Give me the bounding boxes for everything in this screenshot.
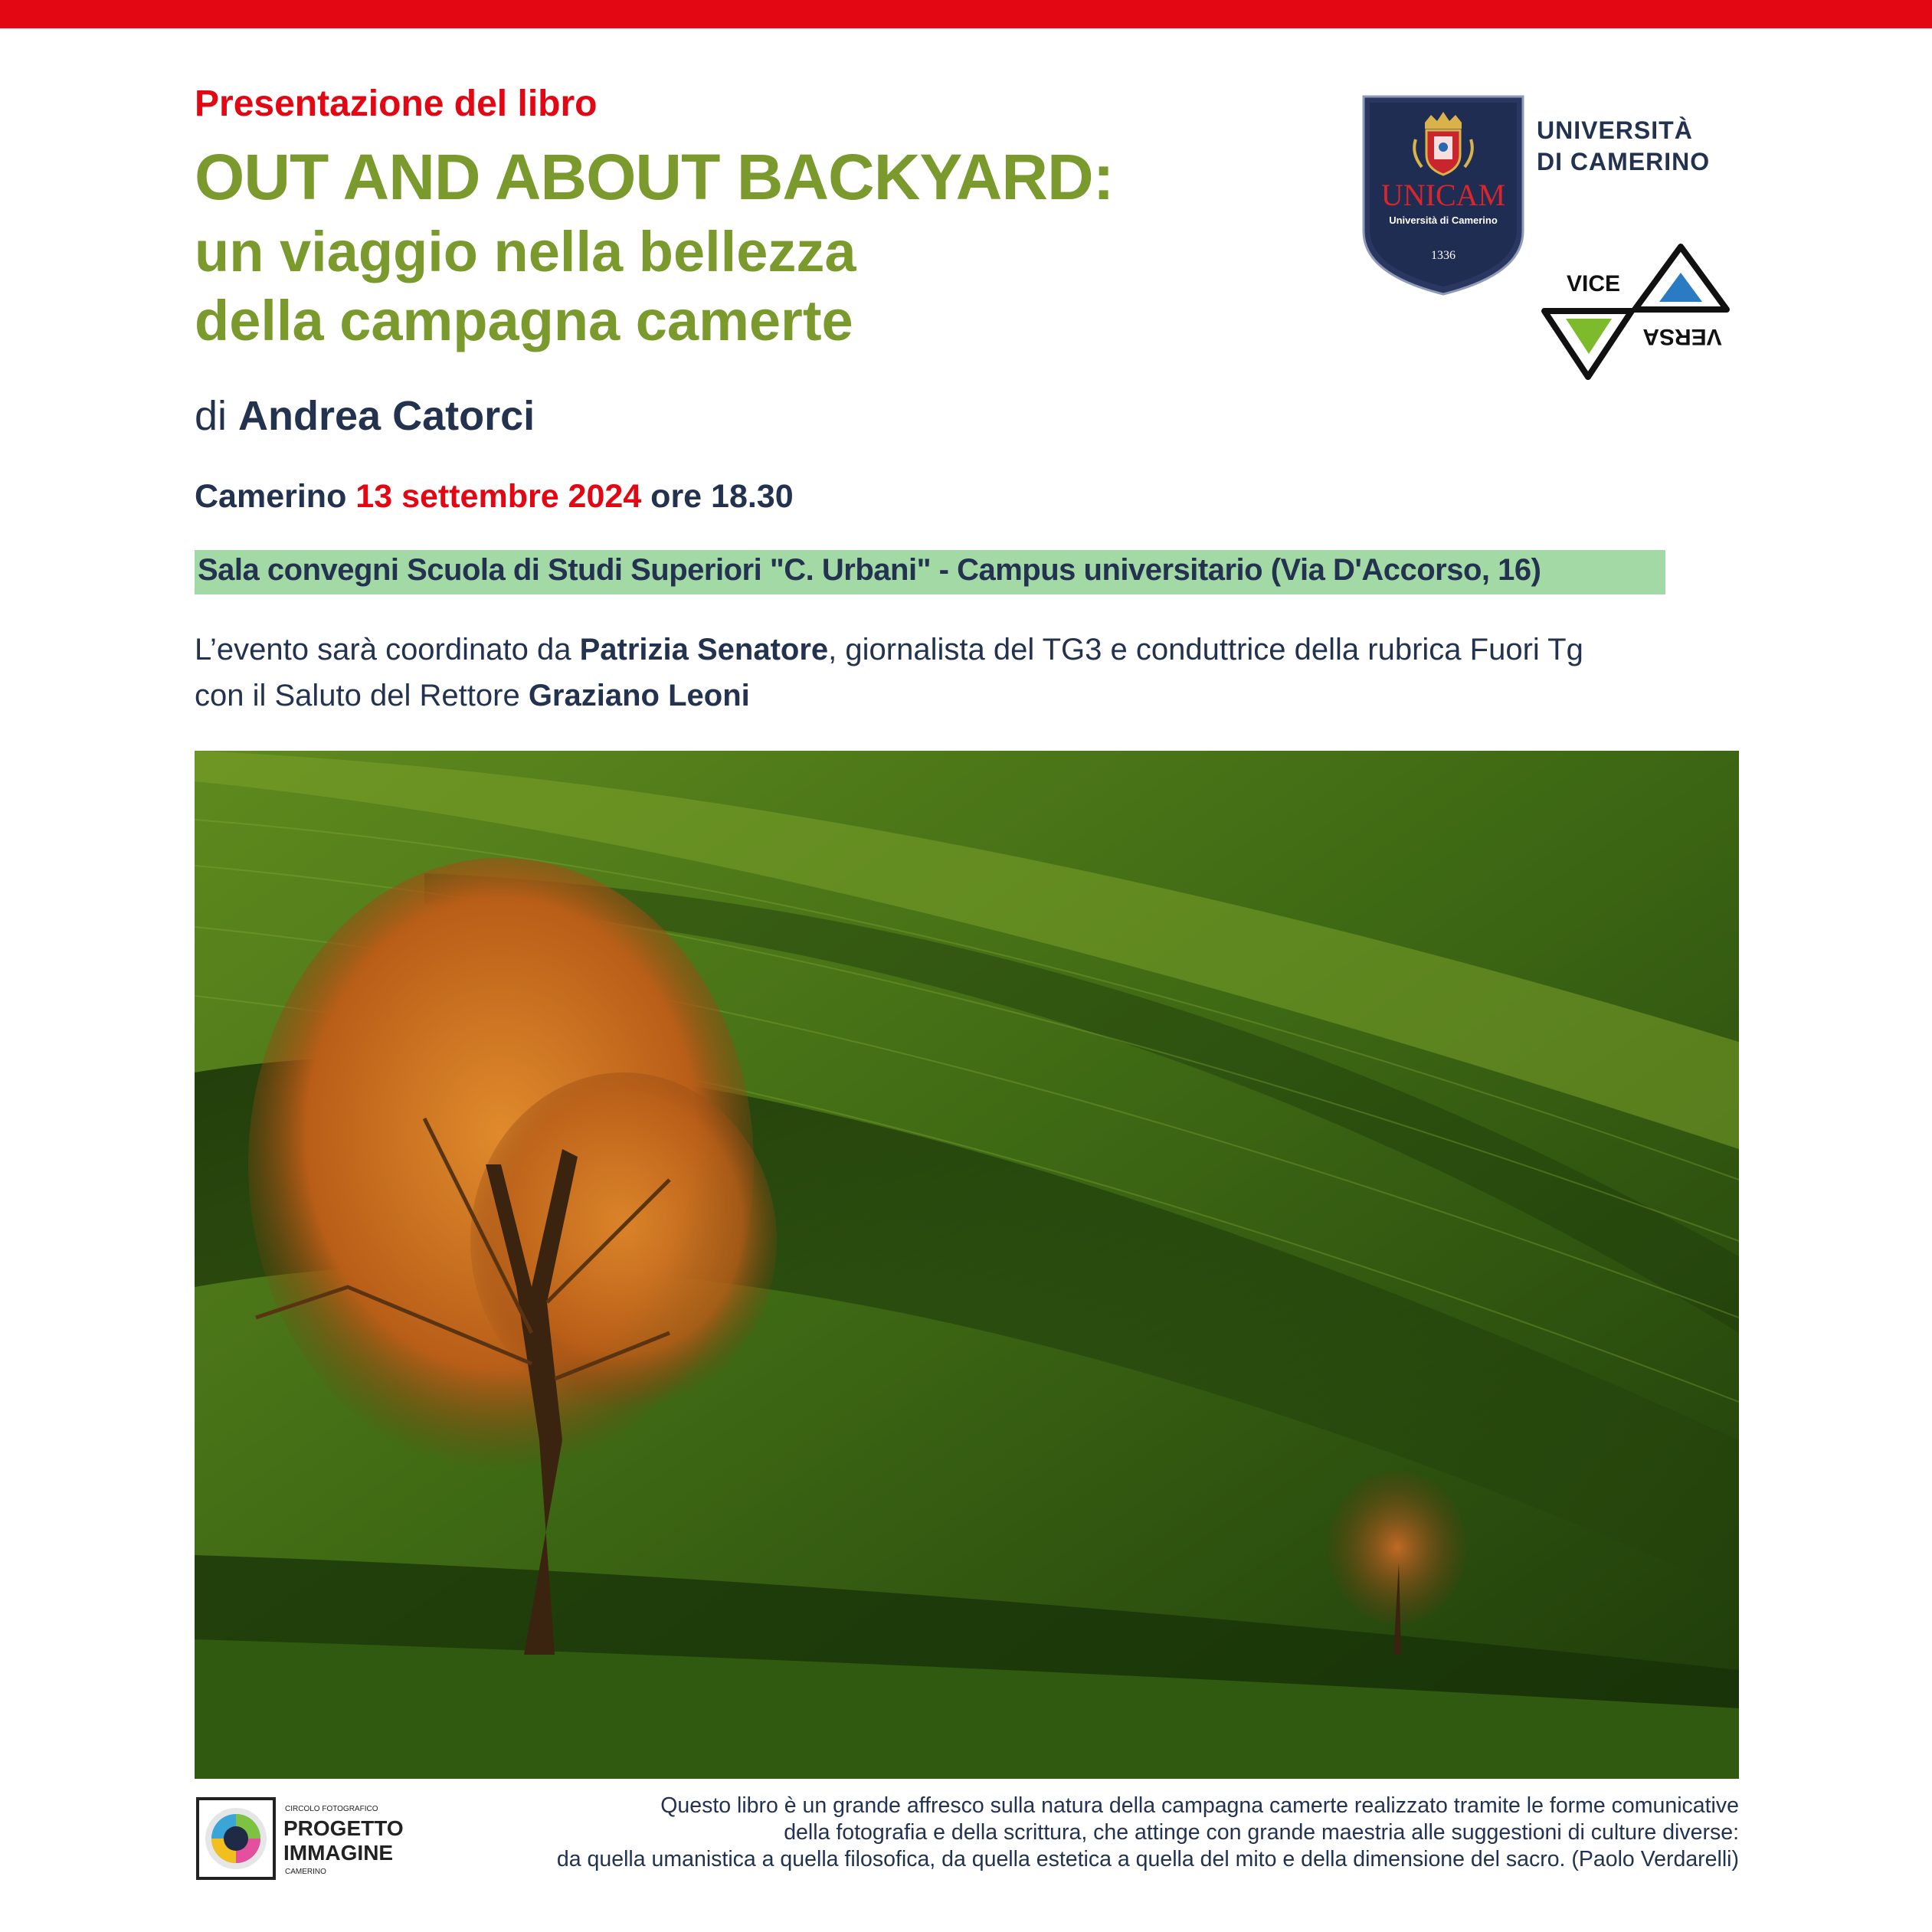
event-date-line <box>195 478 794 516</box>
event-time: ore 18.30 <box>650 478 794 515</box>
circolo-small-text: CIRCOLO FOTOGRAFICO <box>285 1805 378 1813</box>
landscape-photo <box>195 751 1739 1779</box>
venue-text: Sala convegni Scuola di Studi Superiori "C. Urbani" - Campus universitario (Via D'Accorso, 16) <box>198 553 1541 587</box>
circolo-city: CAMERINO <box>285 1868 326 1876</box>
progetto-immagine-logo <box>195 1796 404 1881</box>
circolo-line1: PROGETTO <box>283 1816 404 1840</box>
viceversa-logo <box>1538 242 1733 383</box>
shield-subtext: Università di Camerino <box>1389 214 1498 226</box>
quote-line2: della fotografia e della scrittura, che attinge con grande maestria alle suggestioni di culture diverse: <box>784 1820 1739 1845</box>
event-city: Camerino <box>195 478 347 515</box>
event-date: 13 settembre 2024 <box>355 478 642 515</box>
author-by: di <box>195 393 228 439</box>
book-subtitle-line2: della campagna camerte <box>195 289 853 352</box>
coordinator-name: Patrizia Senatore <box>579 633 829 666</box>
author-name: Andrea Catorci <box>238 393 535 439</box>
coordination-intro: L’evento sarà coordinato da <box>195 633 571 666</box>
event-kicker: Presentazione del libro <box>195 84 598 124</box>
author-line <box>195 392 535 440</box>
venue-highlight <box>195 550 1665 594</box>
unicam-shield-logo <box>1361 93 1526 297</box>
quote-line3: da quella umanistica a quella filosofica, da quella estetica a quella del mito e della dimensione del sacro. (Paolo Verdarelli) <box>556 1847 1739 1871</box>
rector-name: Graziano Leoni <box>528 679 750 712</box>
university-name-line1: UNIVERSITÀ <box>1537 116 1693 144</box>
shield-text: UNICAM <box>1380 178 1506 212</box>
coordinator-role: , giornalista del TG3 e conduttrice della rubrica Fuori Tg <box>828 633 1583 666</box>
circolo-line2: IMMAGINE <box>283 1841 394 1865</box>
coordination-line1 <box>195 633 1583 667</box>
book-title: OUT AND ABOUT BACKYARD: <box>195 141 1114 213</box>
university-name-line2: DI CAMERINO <box>1537 148 1711 175</box>
shield-year: 1336 <box>1431 249 1456 262</box>
rector-intro: con il Saluto del Rettore <box>195 679 520 712</box>
coordination-line2 <box>195 679 750 713</box>
book-subtitle-line1: un viaggio nella bellezza <box>195 220 856 283</box>
viceversa-bottom-text: VERSA <box>1642 324 1722 349</box>
top-accent-bar <box>0 0 1932 28</box>
quote-line1: Questo libro è un grande affresco sulla natura della campagna camerte realizzato tramite le forme comunicative <box>660 1793 1739 1818</box>
viceversa-top-text: VICE <box>1566 271 1621 296</box>
